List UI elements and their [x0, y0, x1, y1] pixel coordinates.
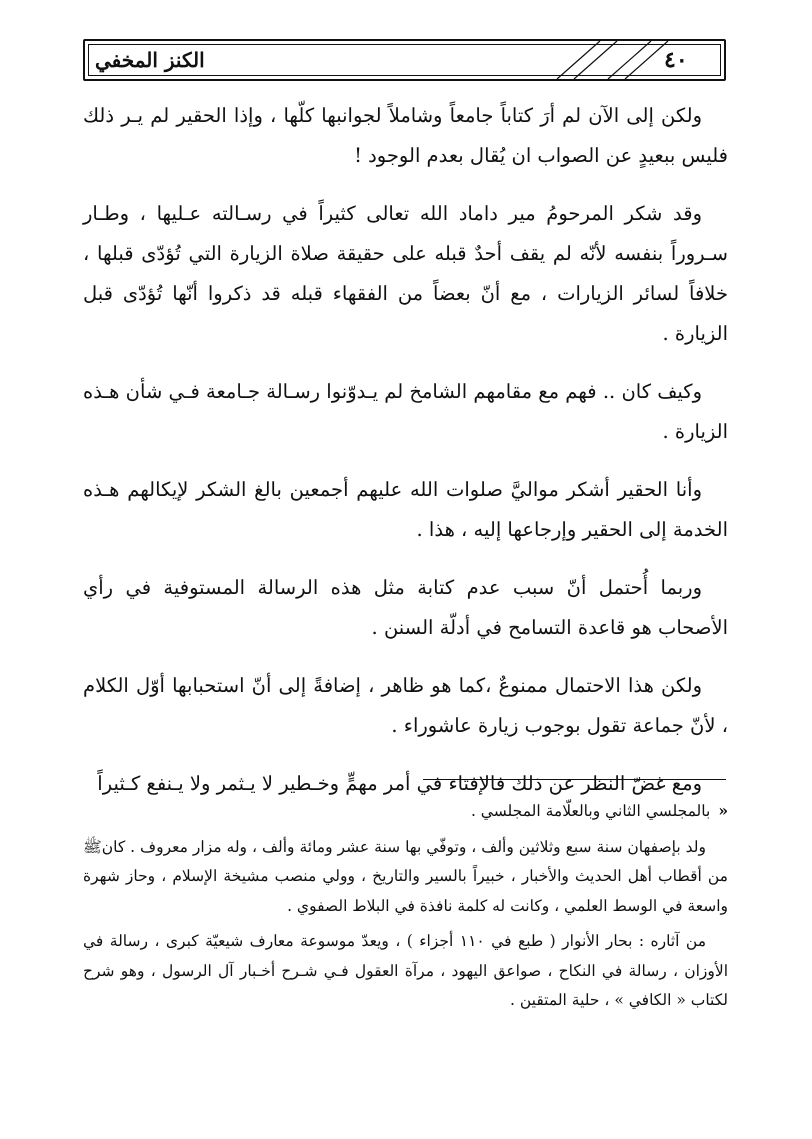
paragraph: وأنا الحقير أشكر مواليَّ صلوات الله عليهم أجمعين بالغ الشكر لإيكالهم هـذه الخدمة إلى الحقير وإرجاعها إليه ، هذا .	[83, 478, 728, 541]
paragraph: ولكن هذا الاحتمال ممنوعٌ ،كما هو ظاهر ، إضافةً إلى أنّ استحبابها أوّل الكلام ، لأنّ جماعة تقول بوجوب زيارة عاشوراء .	[83, 674, 728, 737]
footnote-separator	[423, 779, 726, 780]
page-number: ٤٠	[664, 47, 688, 73]
ornament-slash-4	[625, 41, 668, 79]
ornament-slash-3	[608, 41, 651, 79]
main-text	[83, 96, 728, 822]
paragraph: ولكن إلى الآن لم أرَ كتاباً جامعاً وشاملاً لجوانبها كلّها ، وإذا الحقير لم يـر ذلك فليس ببعيدٍ عن الصواب ان يُقال بعدم الوجود !	[83, 104, 728, 167]
ornament-slash-1	[557, 41, 600, 79]
footnote-continuation-marker: «	[718, 801, 728, 820]
paragraph: وكيف كان .. فهم مع مقامهم الشامخ لم يـدوّنوا رسـالة جـامعة فـي شأن هـذه الزيارة .	[83, 380, 728, 443]
paragraph: وربما أُحتمل أنّ سبب عدم كتابة مثل هذه الرسالة المستوفية في رأي الأصحاب هو قاعدة التسامح في أدلّة السنن .	[83, 576, 728, 639]
footnote-line	[83, 796, 728, 827]
running-header-title: الكنز المخفي	[95, 48, 205, 72]
footnote-paragraph: ولد بإصفهان سنة سبع وثلاثين وألف ، وتوفّي بها سنة عشر ومائة وألف ، وله مزار معروف . كانﷺ من أقطاب أهل الحديث والأخبار ، خبيراً بالسير والتاريخ ، وولي منصب مشيخة الإسلام ، وحاز شهرة واسعة في الوسط العلمي ، وكانت له كلمة نافذة في البلاط الصفوي .	[83, 837, 728, 915]
footnotes	[83, 796, 728, 1022]
ornament-slash-2	[574, 41, 617, 79]
paragraph: وقد شكر المرحومُ مير داماد الله تعالى كثيراً في رسـالته عـليها ، وطـار سـروراً بنفسه لأنّه لم يقف أحدٌ قبله على حقيقة صلاة الزيارة التي تُؤدّى قبلها ، خلافاً لسائر الزيارات ، مع أنّ بعضاً من الفقهاء قبله قد ذكروا أنّها تُؤدّى قبل الزيارة .	[83, 202, 728, 345]
footnote-paragraph: من آثاره : بحار الأنوار ( طبع في ١١٠ أجزاء ) ، ويعدّ موسوعة معارف شيعيّة كبرى ، رسالة في الأوزان ، رسالة في النكاح ، صواعق اليهود ، مرآة العقول فـي شـرح أخـبار آل الرسول ، وهو شرح لكتاب « الكافي » ، حلية المتقين .	[83, 932, 728, 1009]
paragraph: ومع غضّ النظر عن ذلك فالإفتاء في أمر مهمٍّ وخـطير لا يـثمر ولا يـنفع كـثيراً	[97, 772, 702, 795]
footnote-text: بالمجلسي الثاني وبالعلّامة المجلسي .	[470, 802, 711, 820]
